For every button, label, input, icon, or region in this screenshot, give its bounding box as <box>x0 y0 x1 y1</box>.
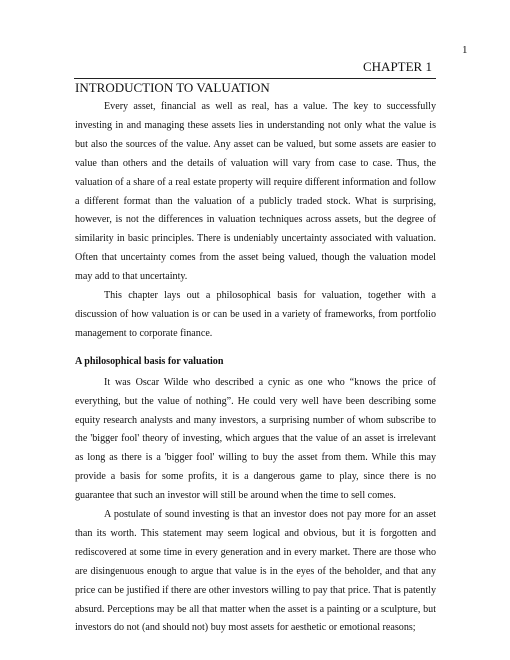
paragraph-intro: Every asset, financial as well as real, has a value. The key to successfully investing in and managing these assets lies in understanding not only what the value is but also the sources of the value. Any asset can be valued, but some assets are easier to value than others and the details of valuation will vary from case to case. Thus, the valuation of a share of a real estate property will require different information and follow a different format than the valuation of a publicly traded stock. What is surprising, however, is not the differences in valuation techniques across assets, but the degree of similarity in basic principles. There is undeniably uncertainty associated with valuation. Often that uncertainty comes from the asset being valued, though the valuation model may add to that uncertainty. <box>75 101 436 283</box>
title-rule <box>74 78 436 79</box>
paragraph-sound-investing: A postulate of sound investing is that an investor does not pay more for an asset than its worth. This statement may seem logical and obvious, but it is forgotten and rediscovered at some time in every generation and in every market. There are those who are disingenuous enough to argue that value is in the eyes of the beholder, and that any price can be justified if there are other investors willing to pay that price. That is patently absurd. Perceptions may be all that matter when the asset is a painting or a sculpture, but investors do not (and should not) buy most assets for aesthetic or emotional reasons; <box>75 509 436 634</box>
chapter-title: INTRODUCTION TO VALUATION <box>75 80 270 95</box>
page-number: 1 <box>462 44 468 56</box>
body-text <box>75 98 436 638</box>
chapter-label: CHAPTER 1 <box>363 59 432 74</box>
paragraph-chapter-overview: This chapter lays out a philosophical basis for valuation, together with a discussion of how valuation is or can be used in a variety of frameworks, from portfolio management to corporate finance. <box>75 290 436 339</box>
paragraph-oscar-wilde: It was Oscar Wilde who described a cynic as one who “knows the price of everything, but the value of nothing”. He could very well have been describing some equity research analysts and many investors, a surprising number of whom subscribe to the 'bigger fool' theory of investing, which argues that the value of an asset is irrelevant as long as there is a 'bigger fool' willing to buy the asset from them. While this may provide a basis for some profits, it is a dangerous game to play, since there is no guarantee that such an investor will still be around when the time to sell comes. <box>75 376 436 502</box>
section-heading: A philosophical basis for valuation <box>75 355 224 367</box>
